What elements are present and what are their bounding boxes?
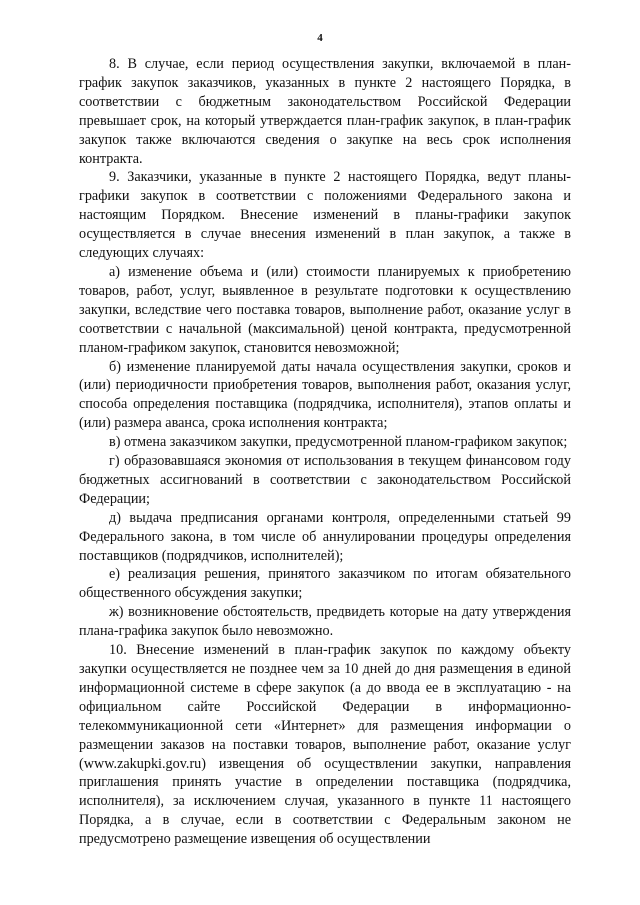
paragraph-9: 9. Заказчики, указанные в пункте 2 настоящего Порядка, ведут планы-графики закупок в соответствии с положениями Федерального закона и настоящим Порядком. Внесение изменений в планы-графики закупок осуществляется в случае внесения изменений в план закупок, а также в следующих случаях: <box>79 169 571 262</box>
document-body <box>79 55 571 849</box>
paragraph-8: 8. В случае, если период осуществления закупки, включаемой в план-график закупок заказчиков, указанных в пункте 2 настоящего Порядка, в соответствии с бюджетным законодательством Российской Федерации превышает срок, на который утверждается план-график закупок, в план-график закупок также включаются сведения о закупке на весь срок исполнения контракта. <box>79 56 571 167</box>
list-item-e: е) реализация решения, принятого заказчиком по итогам обязательного общественного обсуждения закупки; <box>79 566 571 602</box>
list-item-b: б) изменение планируемой даты начала осуществления закупки, сроков и (или) периодичности приобретения товаров, выполнения работ, оказания услуг, способа определения поставщика (подрядчика, исполнителя), этапов оплаты и (или) размера аванса, срока исполнения контракта; <box>79 358 571 432</box>
list-item-g: г) образовавшаяся экономия от использования в текущем финансовом году бюджетных ассигнований в соответствии с законодательством Российской Федерации; <box>79 453 571 507</box>
list-item-zh: ж) возникновение обстоятельств, предвидеть которые на дату утверждения плана-графика закупок было невозможно. <box>79 604 571 640</box>
list-item-v: в) отмена заказчиком закупки, предусмотренной планом-графиком закупок; <box>109 434 568 451</box>
page-number: 4 <box>317 32 323 44</box>
paragraph-10: 10. Внесение изменений в план-график закупок по каждому объекту закупки осуществляется не позднее чем за 10 дней до дня размещения в единой информационной системе в сфере закупок (а до ввода ее в эксплуатацию - на официальном сайте Российской Федерации в информационно-телекоммуникационной сети «Интернет» для размещения информации о размещении заказов на поставки товаров, выполнение работ, оказание услуг (www.zakupki.gov.ru) извещения об осуществлении закупки, направления приглашения принять участие в определении поставщика (подрядчика, исполнителя), за исключением случая, указанного в пункте 11 настоящего Порядка, а в случае, если в соответствии с Федеральным законом не предусмотрено размещение извещения об осуществлении <box>79 642 571 848</box>
list-item-d: д) выдача предписания органами контроля, определенными статьей 99 Федерального закона, в том числе об аннулировании процедуры определения поставщиков (подрядчиков, исполнителей); <box>79 509 571 564</box>
list-item-a: а) изменение объема и (или) стоимости планируемых к приобретению товаров, работ, услуг, выявленное в результате подготовки к осуществлению закупки, вследствие чего поставка товаров, выполнение работ, оказание услуг в соответствии с начальной (максимальной) ценой контракта, предусмотренной планом-графиком закупок, становится невозможной; <box>79 263 571 356</box>
